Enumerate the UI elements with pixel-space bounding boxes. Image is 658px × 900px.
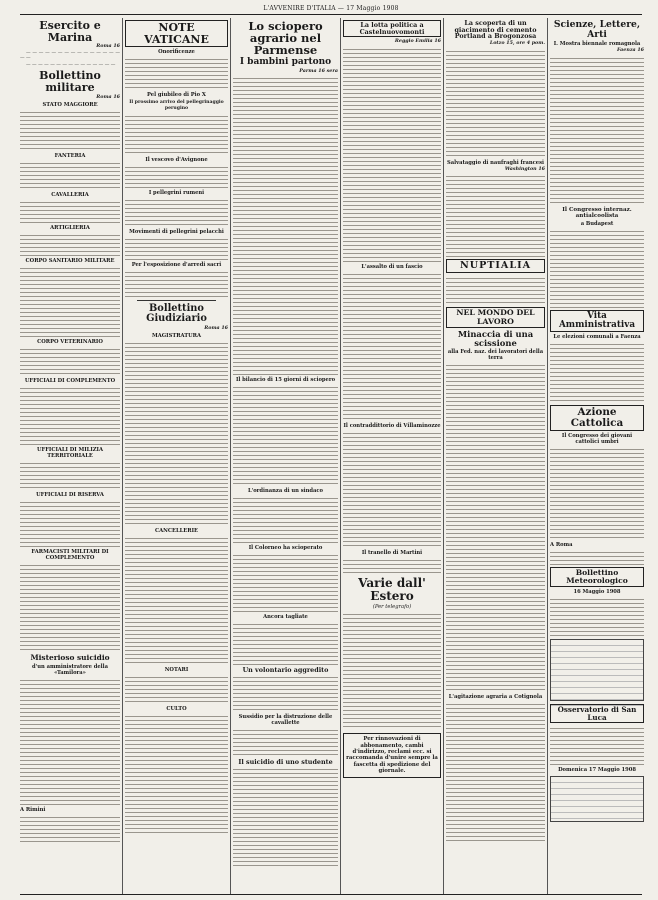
section-sussidio: Sussidio per la distruzione delle cavallette — [238, 714, 333, 727]
section-ancora: Ancora tagliate — [263, 614, 308, 621]
column-2 — [125, 18, 228, 894]
article-text — [446, 173, 545, 257]
column-4 — [343, 18, 441, 894]
column-separator — [122, 18, 123, 894]
section-onorificenze: Onorificenze — [158, 49, 195, 56]
article-text — [233, 75, 338, 375]
section-bilancio: Il bilancio di 15 giorni di sciopero — [235, 377, 336, 384]
column-separator — [340, 18, 341, 894]
section-fascio: L'assalto di un fascio — [361, 264, 423, 271]
bottom-rule — [20, 894, 642, 895]
section-vescovo: Il vescovo d'Avignone — [145, 157, 208, 164]
roma-caption: A Roma — [550, 542, 573, 549]
section-fed: alla Fed. naz. dei lavoratori della terra — [447, 349, 544, 362]
article-text — [446, 701, 545, 841]
section-stato-maggiore: STATO MAGGIORE — [42, 102, 98, 109]
column-separator — [230, 18, 231, 894]
section-culto: CULTO — [166, 706, 187, 713]
article-text — [20, 160, 120, 190]
section-cavalleria: CAVALLERIA — [51, 192, 89, 199]
headline-bambini: I bambini partono — [239, 57, 332, 68]
dateline: Reggio Emilia 16 — [394, 38, 441, 45]
column-3 — [233, 18, 338, 894]
article-text — [550, 549, 644, 565]
column-separator — [443, 18, 444, 894]
headline-nuptialia: NUPTIALIA — [446, 259, 545, 273]
section-ordinanza: L'ordinanza di un sindaco — [247, 488, 324, 495]
article-text — [20, 265, 120, 337]
section-magistratura: MAGISTRATURA — [151, 333, 201, 340]
dateline: Roma 16 — [96, 43, 120, 50]
dateline: Parma 16 sera — [299, 67, 338, 74]
subheadline-misterioso: d'un amministratore della «Tamilora» — [32, 663, 108, 676]
section-contraddittorio: Il contraddittorio di Villaminozze — [343, 423, 441, 430]
meteo-date: 16 Maggio 1908 — [573, 589, 621, 596]
osservatorio-table — [550, 776, 644, 822]
headline-sciopero: Lo sciopero agrario nel Parmense — [248, 19, 323, 58]
section-veterinario: CORPO VETERINARIO — [37, 339, 103, 346]
column-5 — [446, 18, 545, 894]
section-agitazione: L'agitazione agraria a Cotignola — [448, 694, 543, 701]
article-text — [20, 460, 120, 490]
article-text — [125, 269, 228, 297]
section-salvataggio: Salvataggio di naufraghi francesi — [447, 159, 544, 166]
dateline: Roma 16 — [204, 324, 228, 331]
article-text — [550, 228, 644, 308]
meteo-table — [550, 639, 644, 701]
section-mostra: I. Mostra biennale romagnola — [553, 41, 641, 48]
headline-mondo-lavoro: NEL MONDO DEL LAVORO — [446, 307, 545, 327]
article-text — [233, 552, 338, 612]
section-sanitario: CORPO SANITARIO MILITARE — [25, 258, 115, 265]
article-text — [343, 46, 441, 262]
article-text — [20, 385, 120, 445]
section-notari: NOTARI — [164, 667, 189, 674]
article-text — [233, 727, 338, 757]
congresso-place: a Budapest — [580, 220, 614, 227]
section-suicidio: Il suicidio di uno studente — [238, 758, 333, 767]
section-milizia: UFFICIALI DI MILIZIA TERRITORIALE — [37, 447, 103, 460]
section-colorneo: Il Colorneo ha scioperato — [248, 545, 323, 552]
section-cancellerie: CANCELLERIE — [155, 528, 198, 535]
headline-giudiziario: Bollettino Giudiziario — [146, 303, 207, 325]
dateline: Faenza 16 — [617, 47, 644, 54]
headline-lotta: La lotta politica a Castelnuovomonti — [343, 20, 441, 37]
article-text — [125, 674, 228, 704]
article-text: — — — — — — — — — — — — — — — — — — [20, 50, 120, 62]
rimini-caption: A Rimini — [20, 806, 46, 813]
section-tranello: Il tranello di Martini — [361, 550, 423, 557]
section-riserva: UFFICIALI DI RISERVA — [36, 492, 104, 499]
article-text — [125, 535, 228, 665]
article-text — [233, 621, 338, 665]
headline-varie-estero: Varie dall' Estero — [358, 576, 426, 603]
subscription-notice: Per rinnovazioni di abbonamento, cambi d'indirizzo, reclami ecc. si raccomanda d'unire sempre la fascetta di spedizione del giornale. — [343, 733, 441, 777]
article-text — [233, 674, 338, 712]
dateline: Washington 16 — [504, 165, 545, 172]
headline-esercito: Esercito e Marina — [39, 19, 101, 44]
article-text — [550, 446, 644, 540]
article-text — [125, 340, 228, 526]
headline-scienze: Scienze, Lettere, Arti — [553, 19, 641, 40]
article-text — [550, 725, 644, 765]
headline-bollettino-militare: Bollettino militare — [39, 69, 101, 95]
article-text — [20, 199, 120, 223]
article-text — [20, 677, 120, 805]
column-1 — [20, 18, 120, 894]
column-6 — [550, 18, 644, 894]
section-artiglieria: ARTIGLIERIA — [50, 225, 90, 232]
divider — [137, 300, 216, 301]
article-text — [343, 271, 441, 421]
headline-osservatorio: Osservatorio di San Luca — [550, 704, 644, 723]
headline-minaccia: Minaccia di una scissione — [457, 328, 534, 348]
article-text — [446, 362, 545, 692]
masthead — [20, 3, 642, 13]
article-text — [550, 55, 644, 205]
article-text — [125, 197, 228, 227]
article-text — [446, 275, 545, 305]
section-movimenti: Movimenti di pellegrini pelacchi — [129, 229, 224, 236]
section-farmacisti: FARMACISTI MILITARI DI COMPLEMENTO — [31, 549, 109, 562]
article-text — [550, 596, 644, 636]
article-text — [233, 495, 338, 543]
article-text — [20, 499, 120, 547]
headline-congresso-antialcoolista: Il Congresso internaz. antialcoolista — [562, 206, 632, 219]
column-separator — [547, 18, 548, 894]
article-text — [125, 113, 228, 155]
section-elezioni: Le elezioni comunali a Faenza — [553, 334, 641, 341]
section-fanteria: FANTERIA — [54, 153, 86, 160]
article-text — [233, 384, 338, 486]
article-text — [20, 109, 120, 151]
article-text: — — — — — — — — — — — — — — — — [26, 62, 116, 68]
article-text — [125, 713, 228, 833]
osservatorio-date: Domenica 17 Maggio 1908 — [558, 767, 636, 774]
section-pellegrini: I pellegrini rumeni — [148, 190, 205, 197]
headline-meteo: Bollettino Meteorologico — [550, 567, 644, 587]
article-text — [343, 430, 441, 548]
headline-scoperta: La scoperta di un giacimento di cemento Portland a Brogonzosa — [454, 19, 537, 41]
article-text — [20, 814, 120, 844]
section-pio-x: Pel giubileo di Pio X — [147, 92, 206, 99]
article-text — [125, 164, 228, 188]
article-text — [20, 346, 120, 376]
article-text — [20, 232, 120, 256]
headline-vita-amministrativa: Vita Amministrativa — [550, 310, 644, 332]
headline-note-vaticane: NOTE VATICANE — [125, 20, 228, 47]
section-congresso-giovani: Il Congresso dei giovani cattolici umbri — [561, 433, 633, 446]
section-esposizione: Per l'esposizione d'arredi sacri — [131, 262, 222, 269]
section-ufficiali-complemento: UFFICIALI DI COMPLEMENTO — [24, 378, 116, 385]
top-rule — [20, 14, 642, 15]
article-text — [343, 557, 441, 575]
article-text — [446, 48, 545, 158]
headline-misterioso: Misterioso suicidio — [30, 653, 110, 663]
article-text — [233, 766, 338, 866]
article-text — [20, 562, 120, 652]
article-text — [125, 236, 228, 260]
headline-azione-cattolica: Azione Cattolica — [550, 405, 644, 431]
dateline: Lotzo 15, ore 4 pom. — [489, 40, 545, 47]
section-volontario: Un volontario aggredito — [242, 666, 329, 675]
article-text — [550, 341, 644, 403]
dateline: Roma 16 — [96, 93, 120, 100]
section-pio-x-sub: Il prossimo arrivo del pellegrinaggio perugino — [129, 100, 224, 112]
article-text — [343, 611, 441, 729]
article-text — [125, 56, 228, 90]
masthead-center: L'AVVENIRE D'ITALIA — 17 Maggio 1908 — [263, 4, 399, 12]
varie-subtitle: (Per telegrafo) — [372, 604, 412, 611]
